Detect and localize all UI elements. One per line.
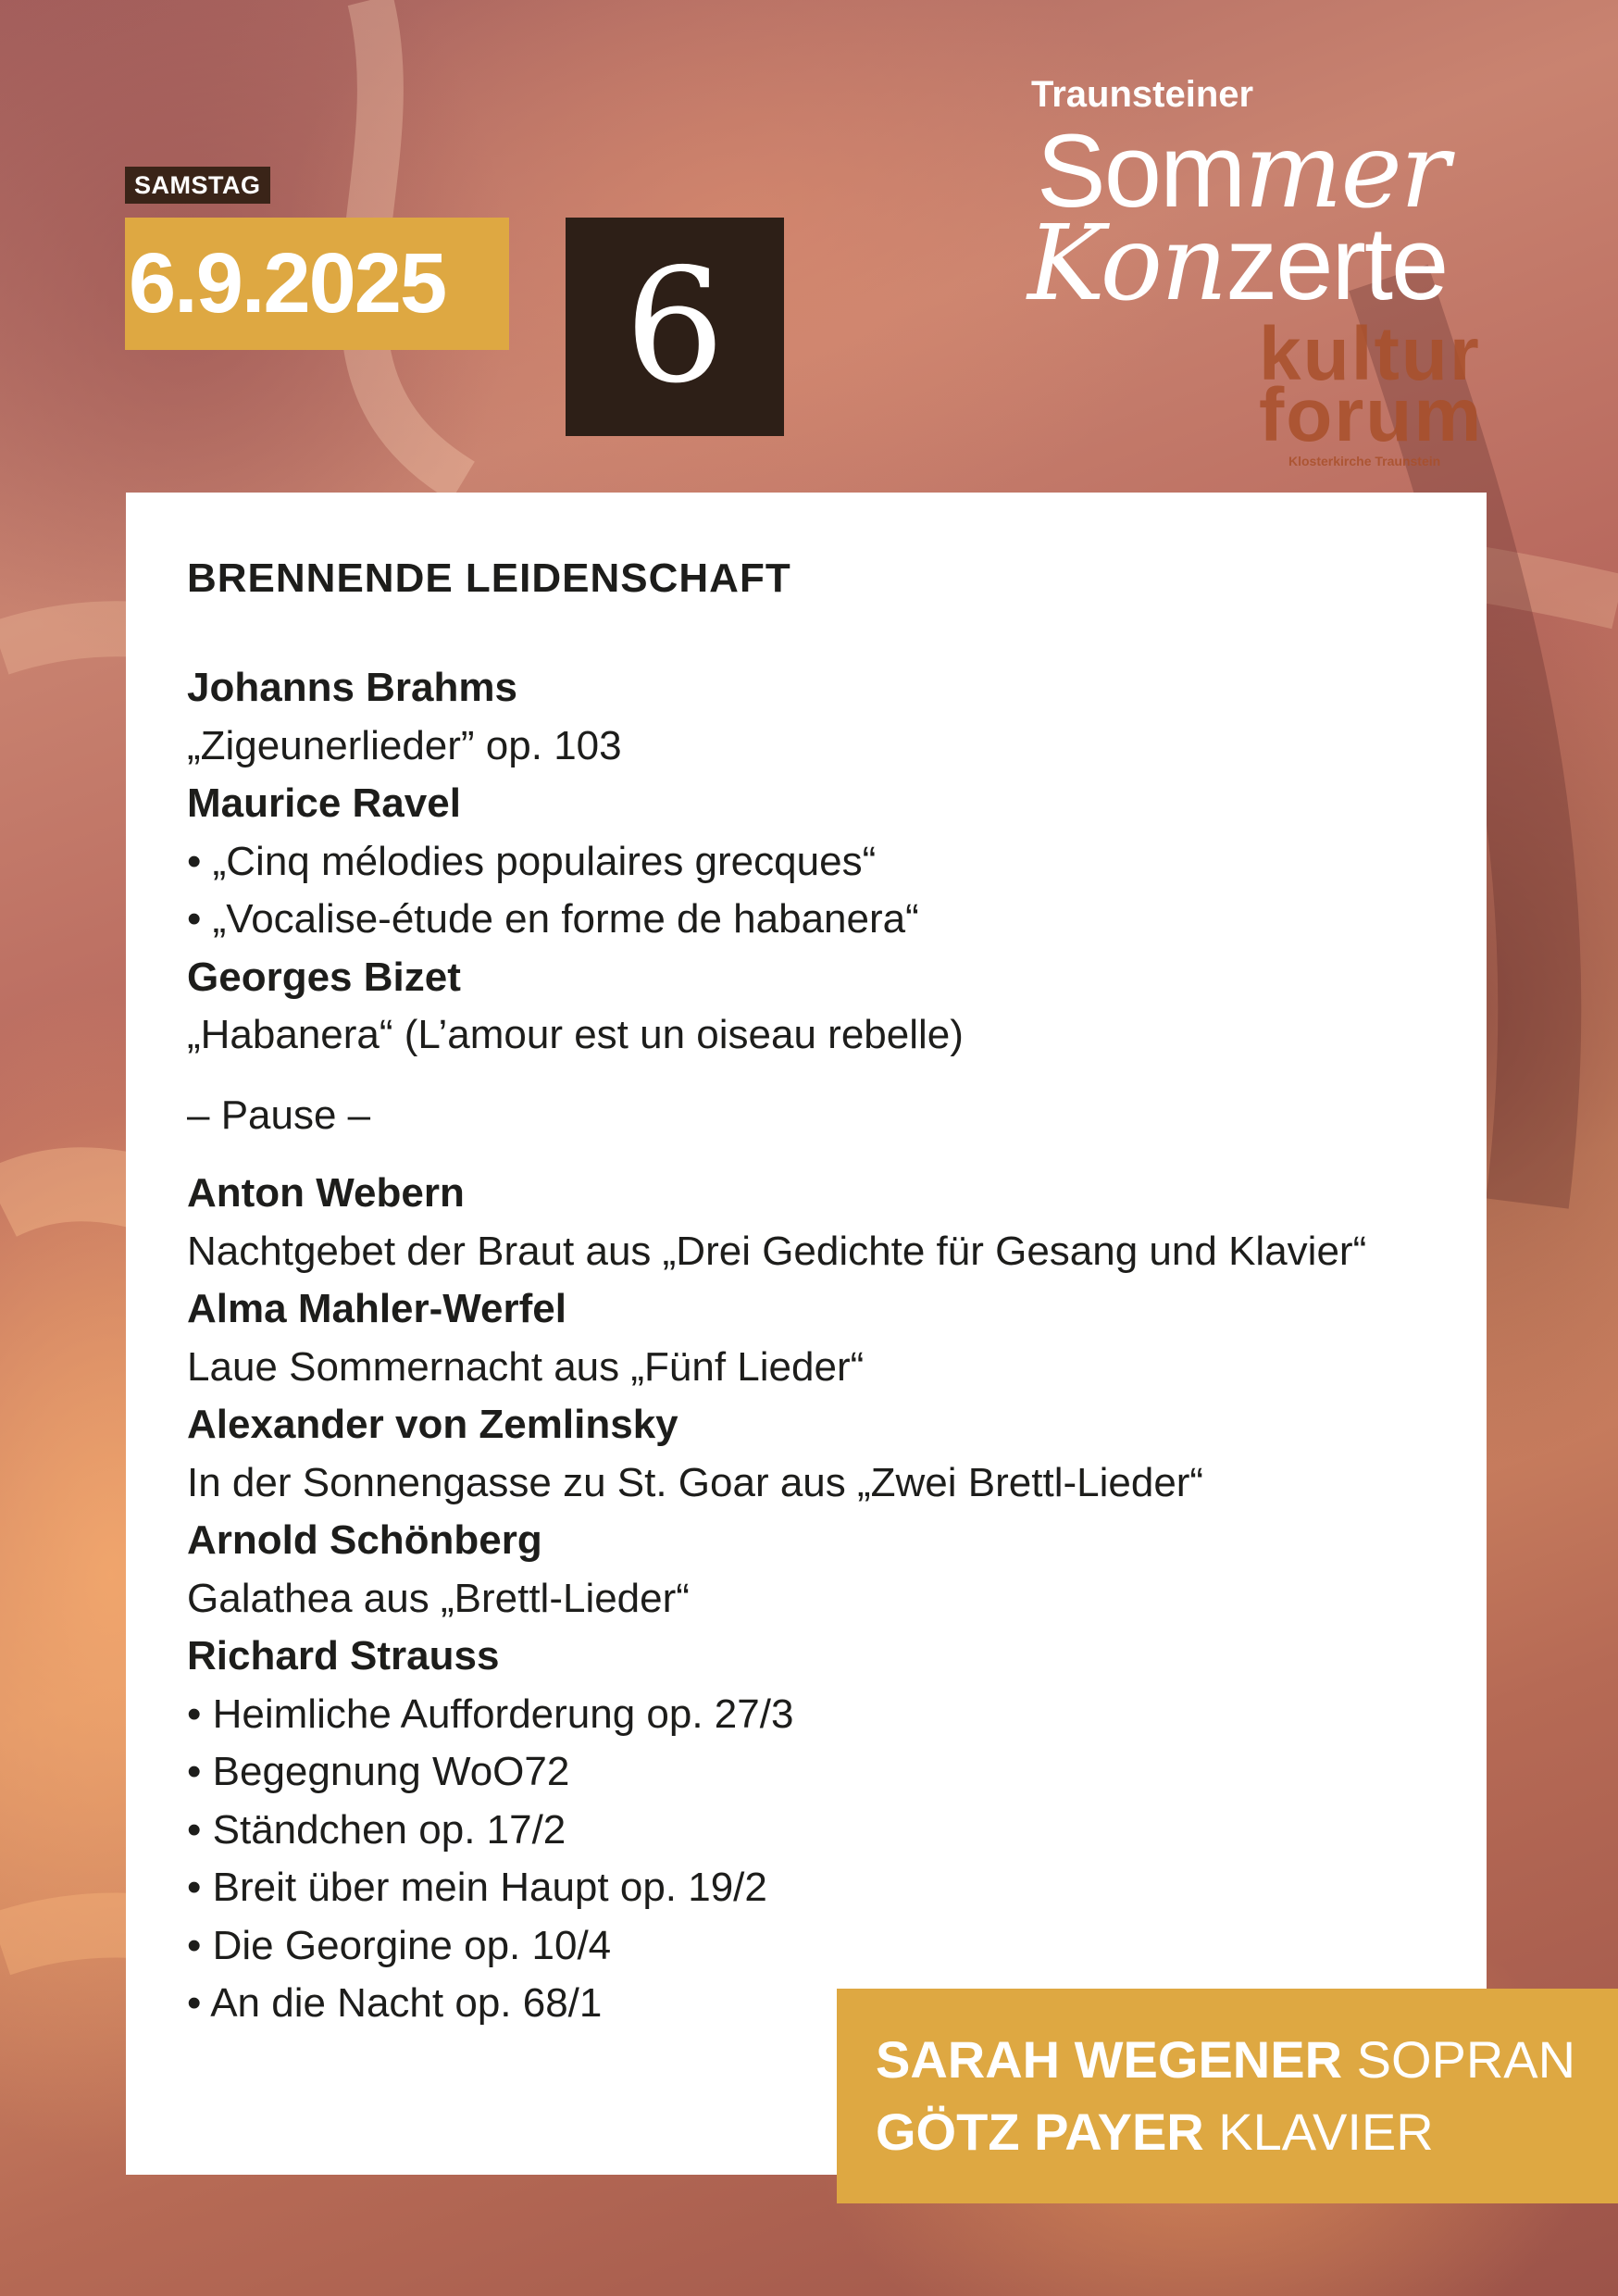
logo-line2 bbox=[1027, 204, 1448, 324]
work-title: Galathea aus „Brettl-Lieder“ bbox=[187, 1575, 690, 1621]
program-part1 bbox=[187, 659, 1468, 1065]
work-title: • An die Nacht op. 68/1 bbox=[187, 1980, 603, 2026]
festival-logo bbox=[1027, 74, 1509, 468]
program-card bbox=[126, 493, 1487, 2175]
date-box: 6.9.2025 bbox=[125, 218, 509, 350]
composer-name: Arnold Schönberg bbox=[187, 1517, 542, 1563]
work-title: Laue Sommernacht aus „Fünf Lieder“ bbox=[187, 1343, 865, 1390]
work-title: • „Vocalise-étude en forme de habanera“ bbox=[187, 896, 919, 942]
work-title: • Ständchen op. 17/2 bbox=[187, 1806, 566, 1853]
work-title: „Habanera“ (L’amour est un oiseau rebelle) bbox=[187, 1012, 964, 1057]
work-title: In der Sonnengasse zu St. Goar aus „Zwei Brettl-Lieder“ bbox=[187, 1459, 1204, 1505]
kf-sub: Klosterkirche Traunstein bbox=[1288, 454, 1441, 468]
composer-name: Anton Webern bbox=[187, 1170, 465, 1216]
concert-number: 6 bbox=[566, 218, 784, 436]
work-title: • Begegnung WoO72 bbox=[187, 1749, 570, 1794]
composer-name: Alexander von Zemlinsky bbox=[187, 1402, 678, 1447]
program bbox=[187, 555, 1468, 2033]
performer-name: SARAH WEGENER bbox=[876, 2030, 1343, 2089]
kf-line1: kultur bbox=[1259, 312, 1481, 396]
composer-name: Richard Strauss bbox=[187, 1633, 500, 1678]
composer-name: Johanns Brahms bbox=[187, 665, 517, 710]
work-title: • Heimliche Aufforderung op. 27/3 bbox=[187, 1691, 794, 1737]
work-title: Nachtgebet der Braut aus „Drei Gedichte für Gesang und Klavier“ bbox=[187, 1228, 1367, 1274]
pause: – Pause – bbox=[187, 1092, 371, 1138]
work-title: • Die Georgine op. 10/4 bbox=[187, 1922, 612, 1968]
kulturforum-logo bbox=[1259, 312, 1484, 468]
composer-name: Alma Mahler-Werfel bbox=[187, 1286, 566, 1331]
kf-line2: forum bbox=[1259, 373, 1484, 457]
performer-role: KLAVIER bbox=[1218, 2103, 1434, 2161]
work-title: • „Cinq mélodies populaires grecques“ bbox=[187, 838, 877, 884]
performer-2 bbox=[876, 2096, 1618, 2168]
program-part2 bbox=[187, 1165, 1468, 2033]
program-title: BRENNENDE LEIDENSCHAFT bbox=[187, 555, 791, 601]
logo-line1-b: mer bbox=[1244, 111, 1449, 231]
performer-role: SOPRAN bbox=[1356, 2030, 1576, 2089]
composer-name: Georges Bizet bbox=[187, 954, 461, 1000]
logo-pre: Traunsteiner bbox=[1031, 74, 1254, 115]
performers-box bbox=[837, 1989, 1618, 2203]
logo-line2-b: zerte bbox=[1226, 206, 1448, 321]
performer-1 bbox=[876, 2024, 1618, 2096]
work-title: „Zigeunerlieder” op. 103 bbox=[187, 722, 622, 768]
logo-line2-a: Kon bbox=[1027, 204, 1226, 324]
day-badge: SAMSTAG bbox=[125, 167, 270, 204]
composer-name: Maurice Ravel bbox=[187, 780, 461, 826]
logo-line1-a: Som bbox=[1037, 113, 1245, 229]
work-title: • Breit über mein Haupt op. 19/2 bbox=[187, 1865, 767, 1910]
performer-name: GÖTZ PAYER bbox=[876, 2103, 1204, 2161]
